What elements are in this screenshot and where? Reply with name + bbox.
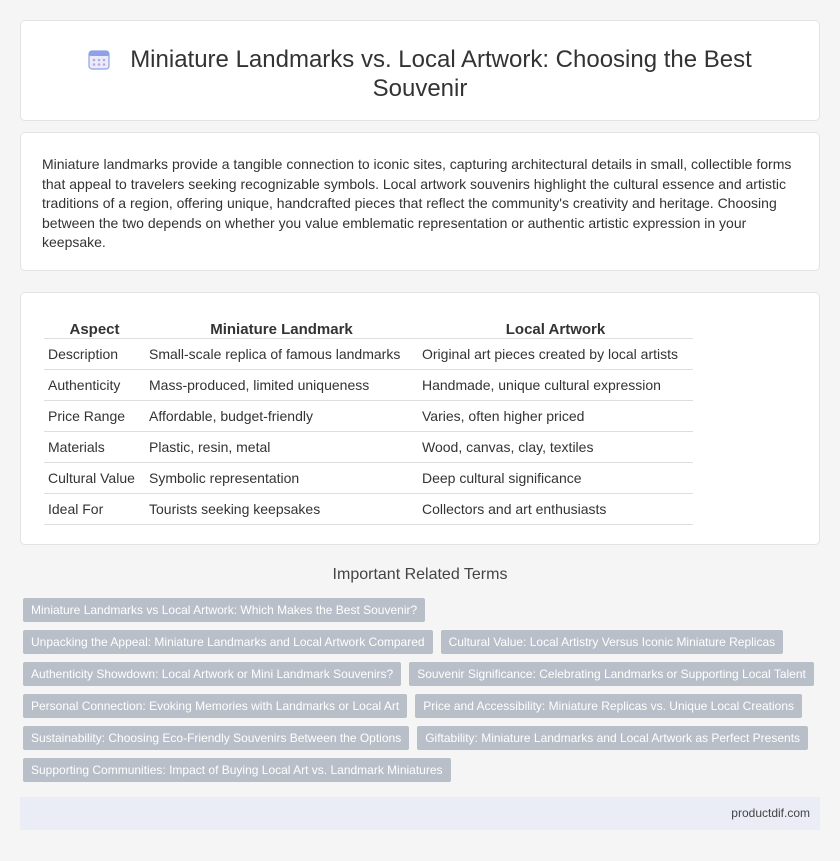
table-cell: Mass-produced, limited uniqueness — [145, 369, 418, 400]
table-cell: Materials — [44, 431, 145, 462]
related-term-link[interactable]: Cultural Value: Local Artistry Versus Iconic Miniature Replicas — [441, 630, 784, 654]
comparison-card — [20, 292, 820, 545]
table-header-row — [44, 315, 693, 338]
table-cell: Price Range — [44, 400, 145, 431]
header-aspect: Aspect — [44, 315, 145, 338]
summary-text: Miniature landmarks provide a tangible connection to iconic sites, capturing architectural details in small, collectible forms that appeal to travelers seeking recognizable symbols. Local artwork souvenirs highlight the cultural essence and artistic traditions of a region, offering unique, handcrafted pieces that reflect the community's creativity and heritage. Choosing between the two depends on whether you value emblematic representation or authentic artistic expression in your keepsake. — [42, 156, 792, 250]
table-cell: Ideal For — [44, 493, 145, 524]
table-cell: Plastic, resin, metal — [145, 431, 418, 462]
footer — [20, 797, 820, 830]
table-cell: Description — [44, 338, 145, 369]
related-term-link[interactable]: Giftability: Miniature Landmarks and Local Artwork as Perfect Presents — [417, 726, 808, 750]
related-term-link[interactable]: Authenticity Showdown: Local Artwork or Mini Landmark Souvenirs? — [23, 662, 401, 686]
table-row — [44, 493, 693, 524]
table-cell: Deep cultural significance — [418, 462, 693, 493]
comparison-table — [44, 315, 693, 525]
table-cell: Symbolic representation — [145, 462, 418, 493]
related-term-link[interactable]: Price and Accessibility: Miniature Replicas vs. Unique Local Creations — [415, 694, 802, 718]
title-line-1: Miniature Landmarks vs. Local Artwork: Choosing the Best — [130, 46, 752, 73]
table-cell: Varies, often higher priced — [418, 400, 693, 431]
title-card — [20, 20, 820, 121]
table-cell: Cultural Value — [44, 462, 145, 493]
table-cell: Authenticity — [44, 369, 145, 400]
related-term-link[interactable]: Miniature Landmarks vs Local Artwork: Which Makes the Best Souvenir? — [23, 598, 425, 622]
related-term-link[interactable]: Sustainability: Choosing Eco-Friendly Souvenirs Between the Options — [23, 726, 409, 750]
table-row — [44, 431, 693, 462]
table-cell: Original art pieces created by local artists — [418, 338, 693, 369]
summary-card — [20, 132, 820, 271]
related-terms-list — [23, 598, 823, 790]
table-row — [44, 338, 693, 369]
related-term-link[interactable]: Unpacking the Appeal: Miniature Landmarks and Local Artwork Compared — [23, 630, 433, 654]
calendar-icon — [88, 48, 110, 70]
header-local-artwork: Local Artwork — [418, 315, 693, 338]
related-term-link[interactable]: Personal Connection: Evoking Memories with Landmarks or Local Art — [23, 694, 407, 718]
table-cell: Collectors and art enthusiasts — [418, 493, 693, 524]
table-cell: Wood, canvas, clay, textiles — [418, 431, 693, 462]
related-term-link[interactable]: Souvenir Significance: Celebrating Landmarks or Supporting Local Talent — [409, 662, 814, 686]
table-row — [44, 400, 693, 431]
title-line-2: Souvenir — [372, 75, 468, 102]
tag-row — [23, 726, 823, 758]
page-title — [21, 45, 819, 103]
table-row — [44, 369, 693, 400]
tag-row — [23, 662, 823, 694]
table-cell: Small-scale replica of famous landmarks — [145, 338, 418, 369]
footer-site-name: productdif.com — [731, 806, 810, 820]
header-miniature-landmark: Miniature Landmark — [145, 315, 418, 338]
related-terms-title: Important Related Terms — [332, 566, 508, 583]
table-cell: Tourists seeking keepsakes — [145, 493, 418, 524]
related-term-link[interactable]: Supporting Communities: Impact of Buying Local Art vs. Landmark Miniatures — [23, 758, 451, 782]
tag-row — [23, 598, 823, 630]
table-row — [44, 462, 693, 493]
tag-row — [23, 630, 823, 662]
tag-row — [23, 758, 823, 790]
table-cell: Affordable, budget-friendly — [145, 400, 418, 431]
tag-row — [23, 694, 823, 726]
table-cell: Handmade, unique cultural expression — [418, 369, 693, 400]
